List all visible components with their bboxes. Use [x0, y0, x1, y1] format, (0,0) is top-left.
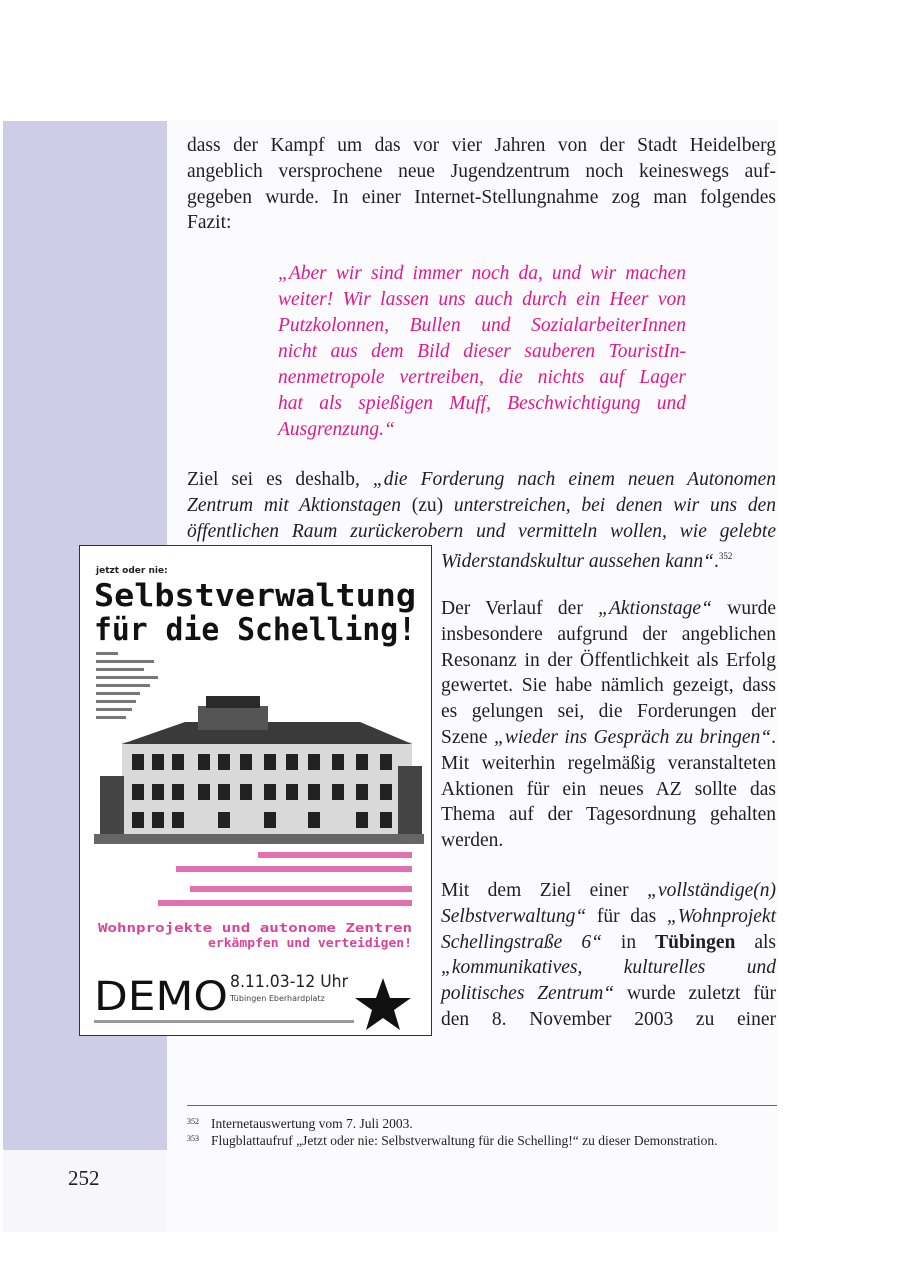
aktionstage-paragraph: Der Verlauf der „Aktionstage“ wurde insbesondere aufgrund der angeblichen Resonanz in der Öffentlichkeit als Erfolg gewertet. Sie habe nämlich gezeigt, dass es gelungen sei, die Forderungen der Szene „wieder ins Gespräch zu bringen“. Mit weiterhin regelmäßig veranstalteten Aktionen für ein neues AZ sollte das Thema auf der Tagesordnung gehalten werden.: [441, 598, 777, 852]
quote-line: weiter! Wir lassen uns auch durch ein Heer von: [278, 289, 686, 310]
poster-kicker: jetzt oder nie:: [96, 566, 168, 576]
quote-line: „Aber wir sind immer noch da, und wir machen: [278, 263, 686, 284]
poster-slogan-1: Wohnprojekte und autonome Zentren: [98, 921, 412, 935]
intro-line: angeblich versprochene neue Jugendzentrum noch keineswegs auf-: [187, 160, 776, 182]
quote-line: hat als spießigen Muff, Beschwichtigung und: [278, 393, 686, 414]
quote-line: Ausgrenzung.“: [278, 419, 395, 440]
poster-title-1: Selbstverwaltung: [94, 578, 416, 614]
poster-pink-text: [158, 852, 412, 906]
building-illustration: [94, 696, 424, 844]
intro-line: dass der Kampf um das vor vier Jahren von der Stadt Heidelberg: [187, 135, 776, 156]
intro-paragraph: [187, 133, 776, 236]
poster-artwork: [80, 546, 431, 1035]
footnote-353: 353 Flugblattaufruf „Jetzt oder nie: Selbstverwaltung für die Schelling!“ zu dieser Demonstration.: [187, 1133, 718, 1148]
goal-line-1: Ziel sei es deshalb, „die Forderung nach einem neuen Autonomen: [187, 469, 776, 490]
page-number-area: [3, 1150, 167, 1232]
goal-line-4: Widerstandskultur aussehen kann“.$^{352}$: [441, 551, 733, 572]
intro-line: Fazit:: [187, 212, 232, 234]
poster-demo: DEMO: [94, 974, 228, 1020]
poster-title-2: für die Schelling!: [94, 612, 416, 648]
star-icon: [355, 978, 411, 1030]
goal-line-3: öffentlichen Raum zurückerobern und vermitteln wollen, wie gelebte: [187, 520, 776, 542]
block-quote: [278, 261, 686, 443]
tuebingen-paragraph: Mit dem Ziel einer „vollständige(n) Selbstverwaltung“ für das „Wohnprojekt Schellingstraße 6“ in Tübingen als „kommunikatives, kulturelles und politisches Zentrum“ wurde zuletzt für den 8. November 2003 zu einer: [441, 880, 777, 1030]
poster-date-time: 8.11.03-12 Uhr: [230, 972, 349, 992]
footnote-ref: 352: [718, 551, 733, 561]
quote-line: Putzkolonnen, Bullen und SozialarbeiterInnen: [278, 315, 686, 336]
goal-paragraph: [187, 467, 776, 544]
quote-line: nicht aus dem Bild dieser sauberen TouristIn-: [278, 341, 686, 362]
demo-poster-image: [79, 545, 432, 1036]
footnote-rule: [187, 1105, 777, 1106]
quote-line: nenmetropole vertreiben, die nichts auf Lager: [278, 367, 686, 388]
poster-slogan-2: erkämpfen und verteidigen!: [208, 936, 412, 950]
poster-small-text: [96, 652, 158, 719]
footnote-352: 352 Internetauswertung vom 7. Juli 2003.: [187, 1116, 413, 1131]
goal-line-2: Zentrum mit Aktionstagen (zu) unterstreichen, bei denen wir uns den: [187, 494, 776, 516]
page-number: 252: [68, 1166, 100, 1190]
poster-place: Tübingen Eberhardplatz: [230, 994, 325, 1003]
intro-line: gegeben wurde. In einer Internet-Stellungnahme zog man folgendes: [187, 186, 776, 208]
